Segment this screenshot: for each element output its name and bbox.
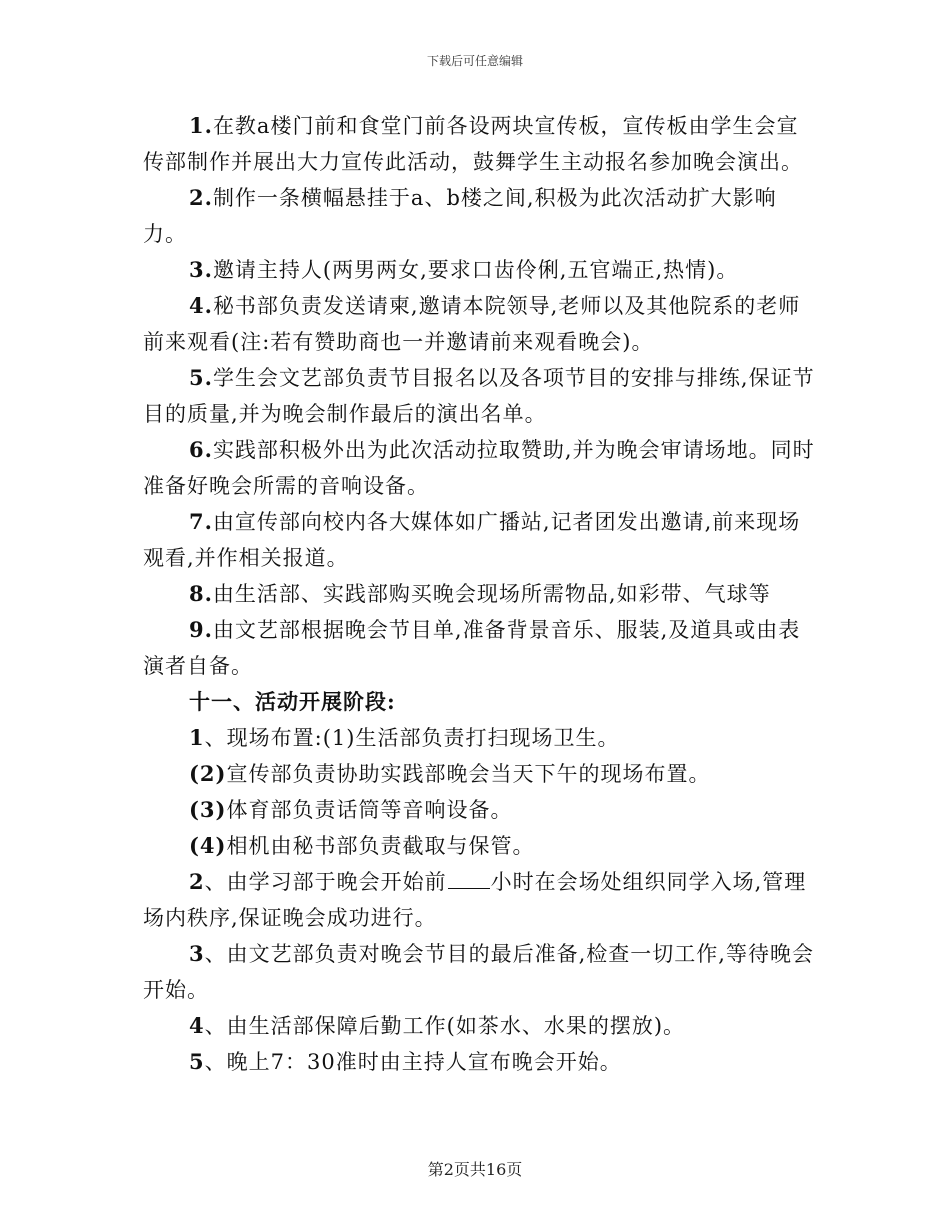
item-text: 宣传部负责协助实践部晚会当天下午的现场布置。 [226,762,711,786]
item-text: 在教a楼门前和食堂门前各设两块宣传板，宣传板由学生会宣传部制作并展出大力宣传此活动，鼓舞学生主动报名参加晚会演出。 [143,114,803,174]
item-number: 6. [189,437,213,462]
stage-item [143,1044,815,1080]
item-text: 邀请主持人(两男两女,要求口齿伶俐,五官端正,热情)。 [212,258,739,282]
item-text: 、由学习部于晚会开始前 [204,870,447,894]
item-number: 5 [189,1049,205,1074]
stage-item [143,720,815,756]
fill-in-blank [448,870,490,889]
item-number: 4. [189,293,213,318]
item-text: 、由文艺部负责对晚会节目的最后准备,检查一切工作,等待晚会开始。 [143,942,814,1002]
item-text: 、现场布置:(1)生活部负责打扫现场卫生。 [204,726,620,750]
stage-item [143,864,815,936]
item-text: 由宣传部向校内各大媒体如广播站,记者团发出邀请,前来现场观看,并作相关报道。 [143,510,801,570]
stage-item [143,936,815,1008]
list-item [143,432,815,504]
item-number: 3. [189,257,213,282]
page-header: 下载后可任意编辑 [426,54,523,68]
item-number: 9. [189,617,213,642]
item-number: 3 [189,941,205,966]
list-item [143,360,815,432]
item-text: 、晚上7：30准时由主持人宣布晚会开始。 [204,1050,622,1074]
list-item [143,180,815,252]
item-text: 由文艺部根据晚会节目单,准备背景音乐、服装,及道具或由表演者自备。 [143,618,801,678]
item-number: 1. [189,113,213,138]
item-text: 学生会文艺部负责节目报名以及各项节目的安排与排练,保证节目的质量,并为晚会制作最后的演出名单。 [143,366,815,426]
list-item [143,108,815,180]
list-item [143,612,815,684]
document-body [143,108,815,1080]
item-number: (2) [189,761,227,786]
item-number: 1 [189,725,205,750]
list-item [143,504,815,576]
item-text: 体育部负责话筒等音响设备。 [226,798,513,822]
stage-subitem [143,828,815,864]
item-number: (4) [189,833,227,858]
item-text: 由生活部、实践部购买晚会现场所需物品,如彩带、气球等 [212,582,771,606]
item-text: 、由生活部保障后勤工作(如茶水、水果的摆放)。 [204,1014,686,1038]
item-text: 小时在会场处组织同学入场,管理场内秩序,保证晚会成功进行。 [143,870,807,930]
item-text: 秘书部负责发送请柬,邀请本院领导,老师以及其他院系的老师前来观看(注:若有赞助商也一并邀请前来观看晚会)。 [143,294,801,354]
list-item [143,576,815,612]
stage-item [143,1008,815,1044]
item-number: (3) [189,797,227,822]
item-number: 2 [189,869,205,894]
item-text: 制作一条横幅悬挂于a、b楼之间,积极为此次活动扩大影响力。 [143,186,777,246]
list-item [143,252,815,288]
stage-subitem [143,756,815,792]
item-number: 2. [189,185,213,210]
item-text: 实践部积极外出为此次活动拉取赞助,并为晚会审请场地。同时准备好晚会所需的音响设备。 [143,438,815,498]
item-number: 4 [189,1013,205,1038]
item-number: 8. [189,581,213,606]
list-item [143,288,815,360]
section-title: 十一、活动开展阶段: [189,689,396,714]
stage-subitem [143,792,815,828]
page-number: 第2页共16页 [427,1160,523,1179]
item-number: 5. [189,365,213,390]
item-text: 相机由秘书部负责截取与保管。 [226,834,535,858]
item-number: 7. [189,509,213,534]
